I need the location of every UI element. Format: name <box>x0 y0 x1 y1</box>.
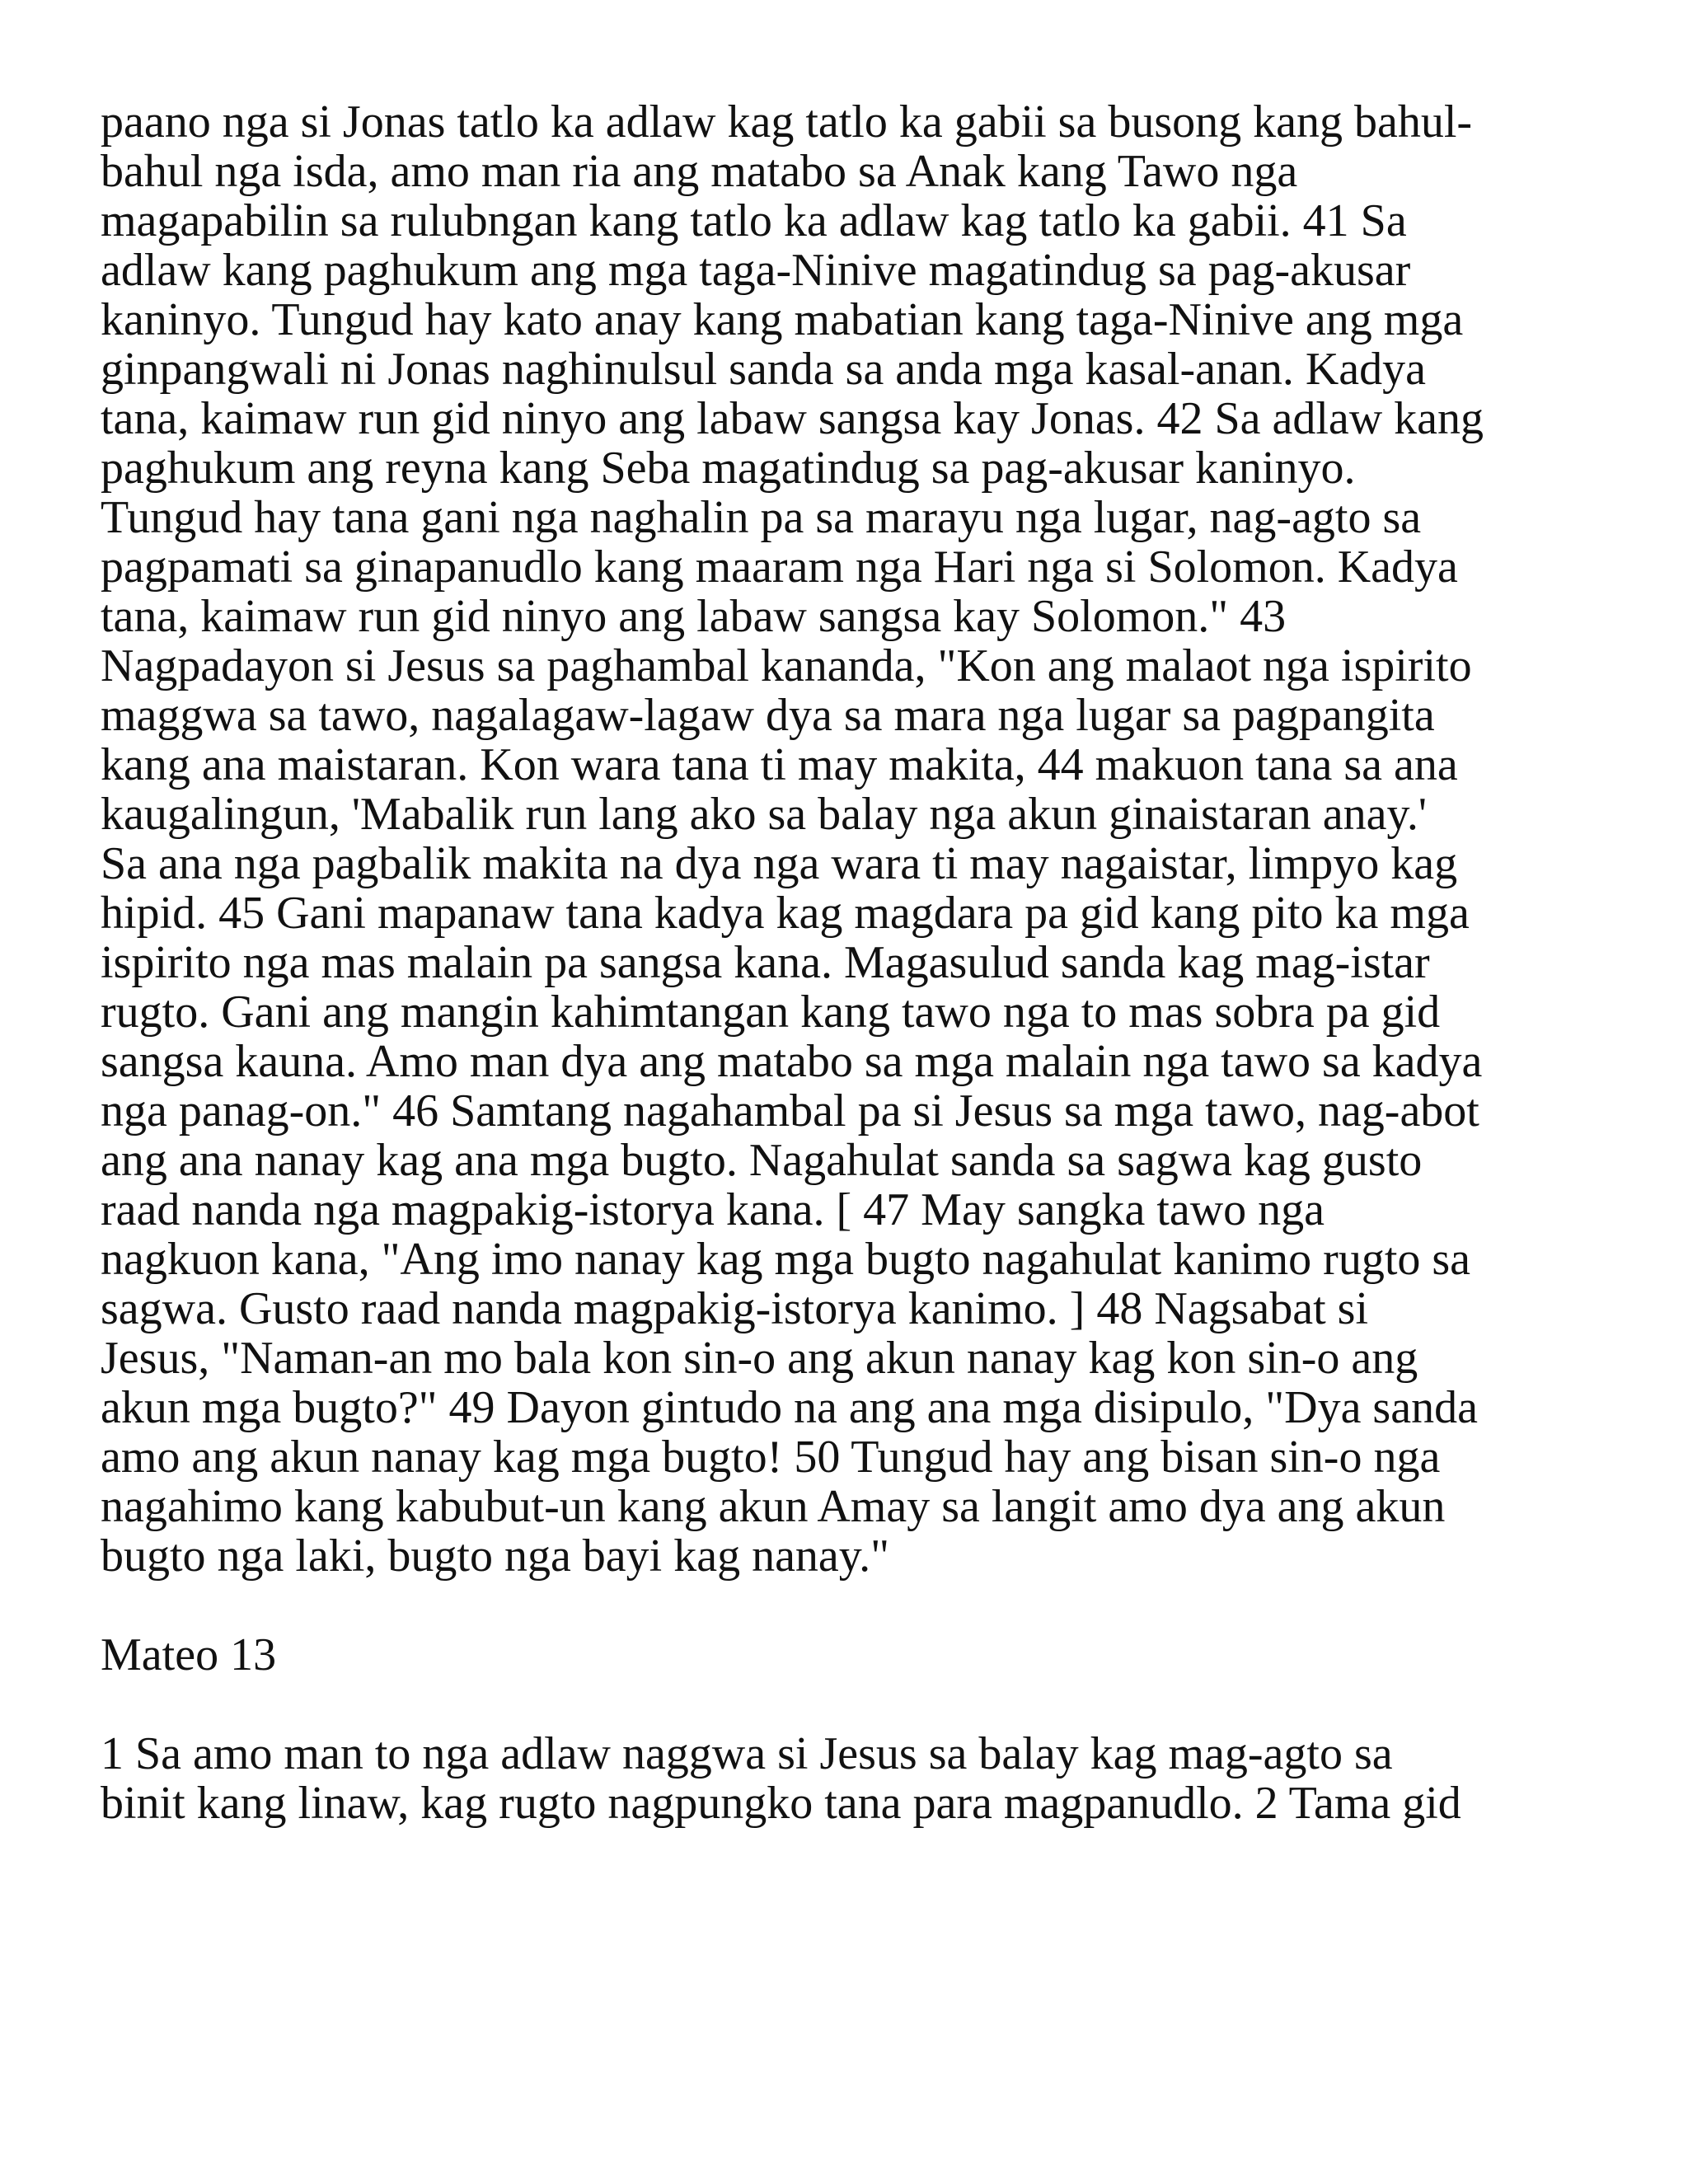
text-line: Jesus, "Naman-an mo bala kon sin-o ang akun nanay kag kon sin-o ang <box>101 1333 1418 1384</box>
text-line: adlaw kang paghukum ang mga taga-Ninive magatindug sa pag-akusar <box>101 245 1411 296</box>
text-line: tana, kaimaw run gid ninyo ang labaw sangsa kay Jonas. 42 Sa adlaw kang <box>101 393 1484 444</box>
text-line: kang ana maistaran. Kon wara tana ti may makita, 44 makuon tana sa ana <box>101 739 1458 790</box>
paragraph-gap <box>101 1680 1601 1729</box>
text-line: Nagpadayon si Jesus sa paghambal kananda, "Kon ang malaot nga ispirito <box>101 640 1472 691</box>
text-line: binit kang linaw, kag rugto nagpungko tana para magpanudlo. 2 Tama gid <box>101 1778 1461 1829</box>
text-line: bahul nga isda, amo man ria ang matabo sa Anak kang Tawo nga <box>101 146 1298 197</box>
text-line: magapabilin sa rulubngan kang tatlo ka adlaw kag tatlo ka gabii. 41 Sa <box>101 195 1407 246</box>
text-line: sangsa kauna. Amo man dya ang matabo sa mga malain nga tawo sa kadya <box>101 1036 1483 1087</box>
text-line: amo ang akun nanay kag mga bugto! 50 Tungud hay ang bisan sin-o nga <box>101 1432 1441 1483</box>
text-line: pagpamati sa ginapanudlo kang maaram nga Hari nga si Solomon. Kadya <box>101 541 1458 593</box>
paragraph-gap <box>101 1581 1601 1630</box>
text-line: kaninyo. Tungud hay kato anay kang mabatian kang taga-Ninive ang mga <box>101 294 1464 345</box>
text-line: nagahimo kang kabubut-un kang akun Amay sa langit amo dya ang akun <box>101 1481 1446 1532</box>
text-line: akun mga bugto?" 49 Dayon gintudo na ang ana mga disipulo, "Dya sanda <box>101 1382 1478 1433</box>
text-line: ginpangwali ni Jonas naghinulsul sanda sa anda mga kasal-anan. Kadya <box>101 344 1427 395</box>
text-line: hipid. 45 Gani mapanaw tana kadya kag magdara pa gid kang pito ka mga <box>101 888 1470 939</box>
text-line: ispirito nga mas malain pa sangsa kana. Magasulud sanda kag mag-istar <box>101 937 1430 988</box>
text-line: Tungud hay tana gani nga naghalin pa sa marayu nga lugar, nag-agto sa <box>101 492 1422 543</box>
text-line: 1 Sa amo man to nga adlaw naggwa si Jesus sa balay kag mag-agto sa <box>101 1728 1393 1779</box>
text-line: nga panag-on." 46 Samtang nagahambal pa si Jesus sa mga tawo, nag-abot <box>101 1085 1479 1137</box>
text-line: tana, kaimaw run gid ninyo ang labaw sangsa kay Solomon." 43 <box>101 591 1287 642</box>
text-line: maggwa sa tawo, nagalagaw-lagaw dya sa mara nga lugar sa pagpangita <box>101 690 1435 741</box>
text-line: ang ana nanay kag ana mga bugto. Nagahulat sanda sa sagwa kag gusto <box>101 1135 1423 1186</box>
text-line: raad nanda nga magpakig-istorya kana. [ 47 May sangka tawo nga <box>101 1184 1325 1235</box>
text-line: rugto. Gani ang mangin kahimtangan kang tawo nga to mas sobra pa gid <box>101 987 1441 1038</box>
text-line: paghukum ang reyna kang Seba magatindug sa pag-akusar kaninyo. <box>101 443 1356 494</box>
text-line: sagwa. Gusto raad nanda magpakig-istorya kanimo. ] 48 Nagsabat si <box>101 1283 1369 1334</box>
chapter-heading: Mateo 13 <box>101 1629 277 1680</box>
text-line: paano nga si Jonas tatlo ka adlaw kag tatlo ka gabii sa busong kang bahul- <box>101 96 1473 148</box>
text-line: Sa ana nga pagbalik makita na dya nga wara ti may nagaistar, limpyo kag <box>101 838 1458 889</box>
body-paragraph-1 <box>101 97 1601 1581</box>
document-page <box>101 97 1601 1828</box>
text-line: kaugalingun, 'Mabalik run lang ako sa balay nga akun ginaistaran anay.' <box>101 789 1427 840</box>
body-paragraph-2 <box>101 1729 1601 1828</box>
text-line: nagkuon kana, "Ang imo nanay kag mga bugto nagahulat kanimo rugto sa <box>101 1234 1471 1285</box>
text-line: bugto nga laki, bugto nga bayi kag nanay." <box>101 1530 890 1582</box>
